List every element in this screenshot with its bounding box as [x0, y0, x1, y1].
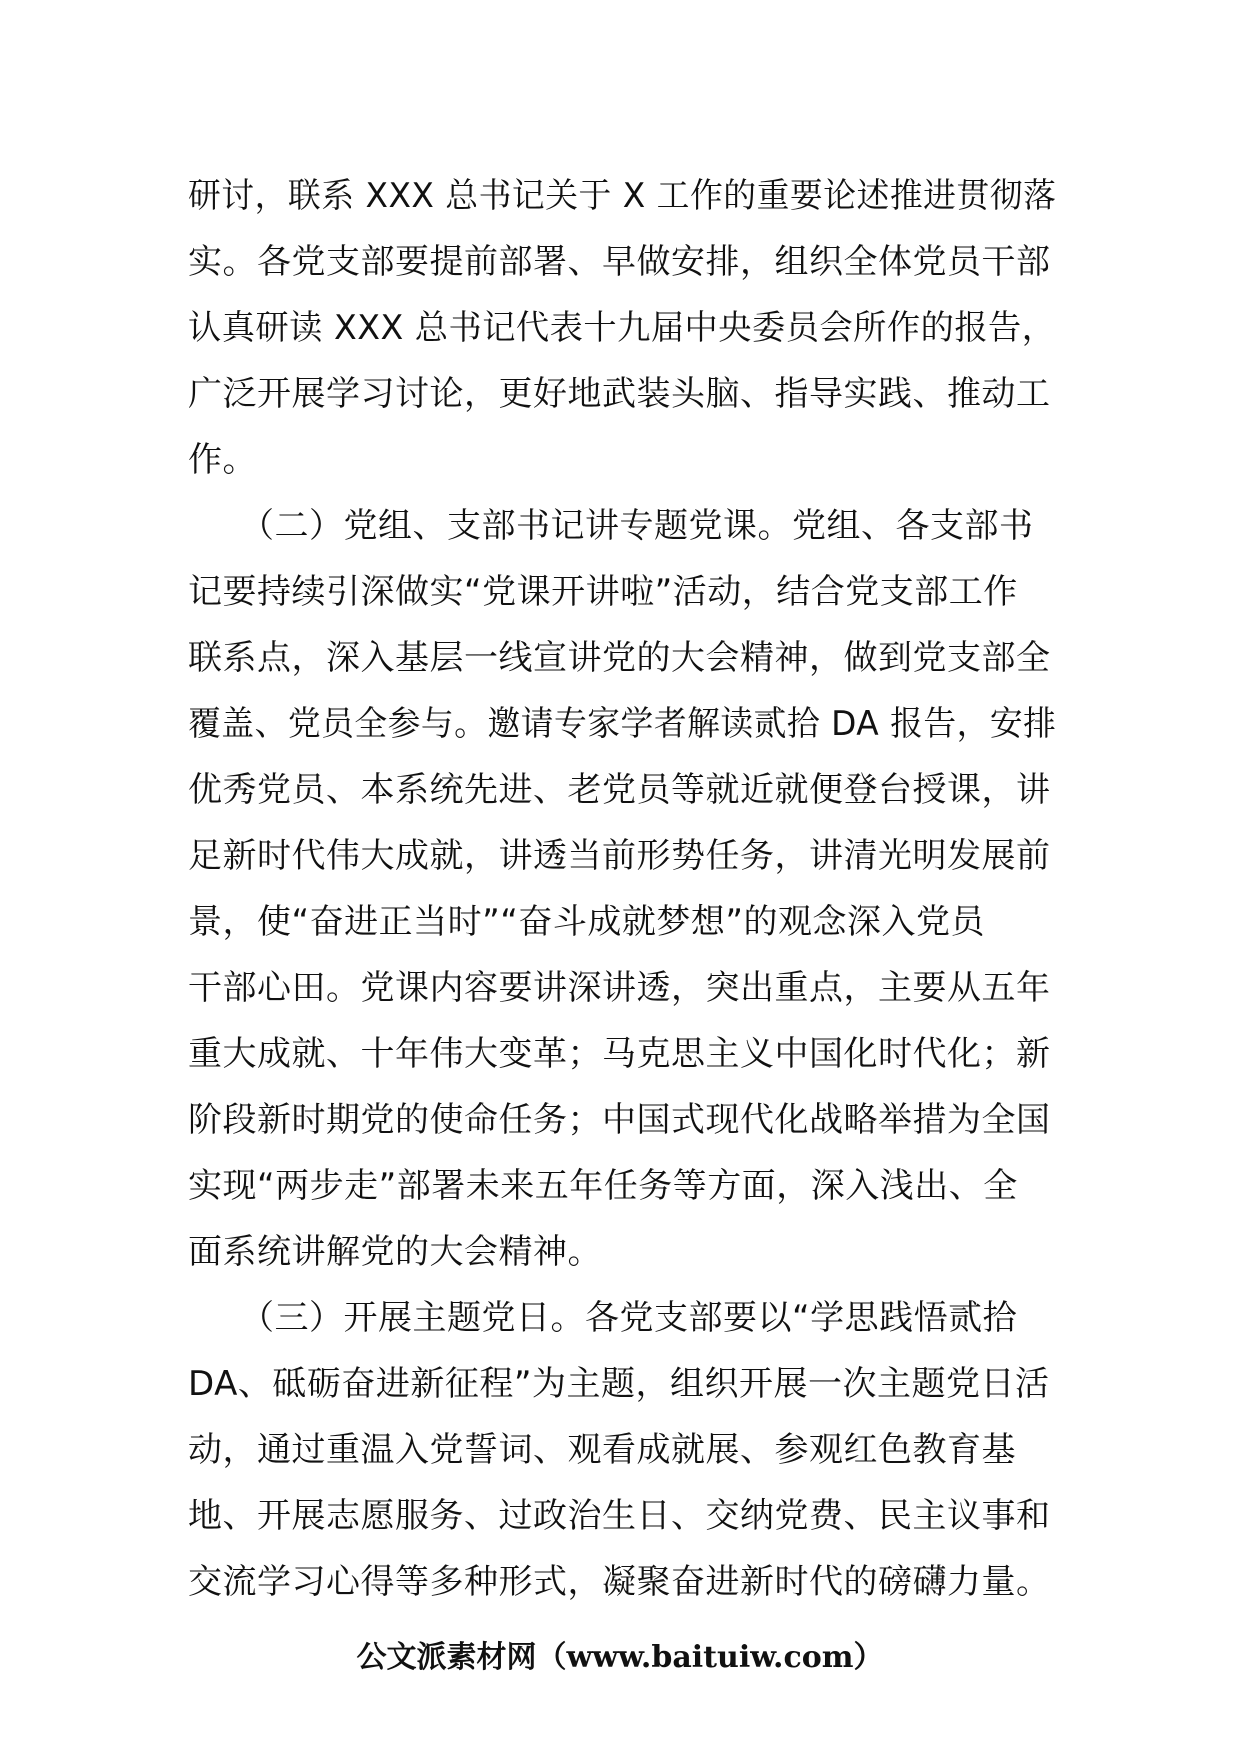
- text-line: 实现“两步走”部署未来五年任务等方面，深入浅出、全: [188, 1166, 1018, 1206]
- text-line: 研讨，联系 XXX 总书记关于 X 工作的重要论述推进贯彻落: [188, 176, 1057, 216]
- text-line: 景，使“奋进正当时”“奋斗成就梦想”的观念深入党员: [188, 902, 985, 942]
- text-line: 地、开展志愿服务、过政治生日、交纳党费、民主议事和: [188, 1496, 1051, 1536]
- text-line: 重大成就、十年伟大变革；马克思主义中国化时代化；新: [188, 1034, 1051, 1074]
- text-line: 交流学习心得等多种形式，凝聚奋进新时代的磅礴力量。: [188, 1562, 1051, 1602]
- section-heading-line: （三）开展主题党日。各党支部要以“学思践悟贰拾: [188, 1298, 1018, 1338]
- text-line: DA、砥砺奋进新征程”为主题，组织开展一次主题党日活: [188, 1364, 1050, 1404]
- text-line: 足新时代伟大成就，讲透当前形势任务，讲清光明发展前: [188, 836, 1051, 876]
- text-line: 联系点，深入基层一线宣讲党的大会精神，做到党支部全: [188, 638, 1051, 678]
- footer-watermark: 公文派素材网（www.baituiw.com）: [356, 1640, 884, 1675]
- text-line: 动，通过重温入党誓词、观看成就展、参观红色教育基: [188, 1430, 1016, 1470]
- text-line: 实。各党支部要提前部署、早做安排，组织全体党员干部: [188, 242, 1051, 282]
- text-line: 优秀党员、本系统先进、老党员等就近就便登台授课，讲: [188, 770, 1051, 810]
- text-line: 覆盖、党员全参与。邀请专家学者解读贰拾 DA 报告，安排: [188, 704, 1057, 744]
- text-line: 阶段新时期党的使命任务；中国式现代化战略举措为全国: [188, 1100, 1051, 1140]
- section-heading-line: （二）党组、支部书记讲专题党课。党组、各支部书: [188, 506, 1034, 546]
- text-line: 面系统讲解党的大会精神。: [188, 1232, 602, 1272]
- text-line: 认真研读 XXX 总书记代表十九届中央委员会所作的报告，: [188, 308, 1056, 348]
- document-body: [188, 163, 1056, 1615]
- text-line: 作。: [188, 440, 257, 480]
- text-line: 广泛开展学习讨论，更好地武装头脑、指导实践、推动工: [188, 374, 1051, 414]
- text-line: 记要持续引深做实“党课开讲啦”活动，结合党支部工作: [188, 572, 1018, 612]
- text-line: 干部心田。党课内容要讲深讲透，突出重点，主要从五年: [188, 968, 1051, 1008]
